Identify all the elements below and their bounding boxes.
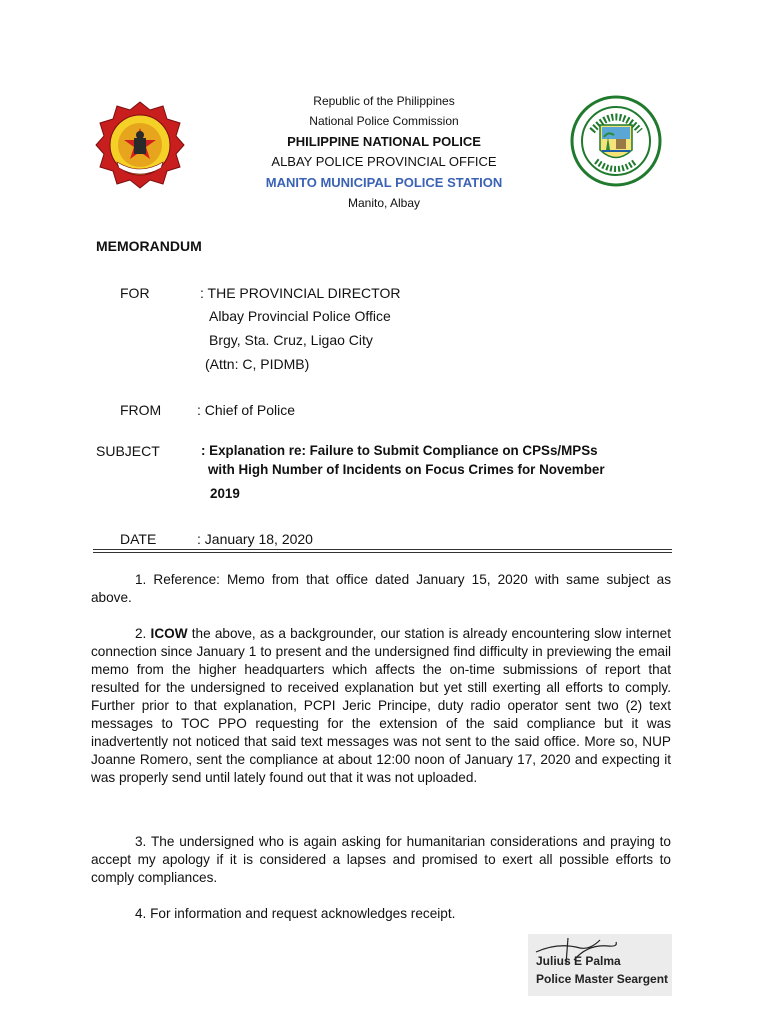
date-label: DATE	[120, 531, 157, 547]
paragraph-2	[91, 625, 671, 787]
divider-line-top	[93, 549, 672, 550]
subject-line-2: with High Number of Incidents on Focus Crimes for November	[208, 462, 605, 477]
from-value: : Chief of Police	[197, 402, 296, 418]
subject-line-1: : Explanation re: Failure to Submit Compliance on CPSs/MPSs	[201, 443, 598, 458]
subject-label: SUBJECT	[96, 443, 160, 459]
paragraph-2-icow: ICOW	[150, 626, 188, 641]
paragraph-2-text: the above, as a backgrounder, our station is already encountering slow internet connection since January 1 to present and the undersigned find difficulty in previewing the email memo from the higher headquarters which affects the on-time submissions of report that resulted for the undersigned to received explanation but yet still exerting all efforts to comply. Further prior to that explanation, PCPI Jeric Principe, duty radio operator sent two (2) text messages to TOC PPO requesting for the extension of the said compliance but it was inadvertently not noticed that said text messages was not sent to the said office. More so, NUP Joanne Romero, sent the compliance at about 12:00 noon of January 17, 2020 and expecting it was properly send until lately found out that it was not uploaded.	[91, 626, 671, 785]
header-location: Manito, Albay	[347, 196, 421, 210]
paragraph-4: 4. For information and request acknowledges receipt.	[135, 906, 456, 921]
header-pnp: PHILIPPINE NATIONAL POLICE	[287, 134, 481, 149]
header-albay-office: ALBAY POLICE PROVINCIAL OFFICE	[271, 154, 497, 169]
divider-line-bottom	[93, 552, 672, 553]
for-line-1: : THE PROVINCIAL DIRECTOR	[200, 285, 401, 301]
header-republic: Republic of the Philippines	[313, 94, 455, 108]
header-napolcom: National Police Commission	[309, 114, 459, 128]
signature-block	[528, 934, 672, 996]
from-label: FROM	[120, 402, 162, 418]
subject-line-3: 2019	[210, 486, 240, 501]
for-line-4: (Attn: C, PIDMB)	[205, 356, 310, 372]
header-manito-station: MANITO MUNICIPAL POLICE STATION	[265, 175, 503, 190]
for-label: FOR	[120, 285, 150, 301]
memo-title: MEMORANDUM	[96, 238, 202, 254]
for-line-2: Albay Provincial Police Office	[209, 308, 391, 324]
paragraph-2-number: 2.	[135, 626, 151, 641]
paragraph-1: 1. Reference: Memo from that office dated January 15, 2020 with same subject as above.	[91, 572, 671, 605]
date-value: : January 18, 2020	[197, 531, 313, 547]
signatory-name: Julius E Palma	[536, 954, 621, 968]
paragraph-3: 3. The undersigned who is again asking for humanitarian considerations and praying to accept my apology if it is considered a lapses and promised to exert all possible efforts to comply compliances.	[91, 834, 671, 885]
for-line-3: Brgy, Sta. Cruz, Ligao City	[209, 332, 373, 348]
signatory-rank: Police Master Seargent	[536, 972, 669, 986]
